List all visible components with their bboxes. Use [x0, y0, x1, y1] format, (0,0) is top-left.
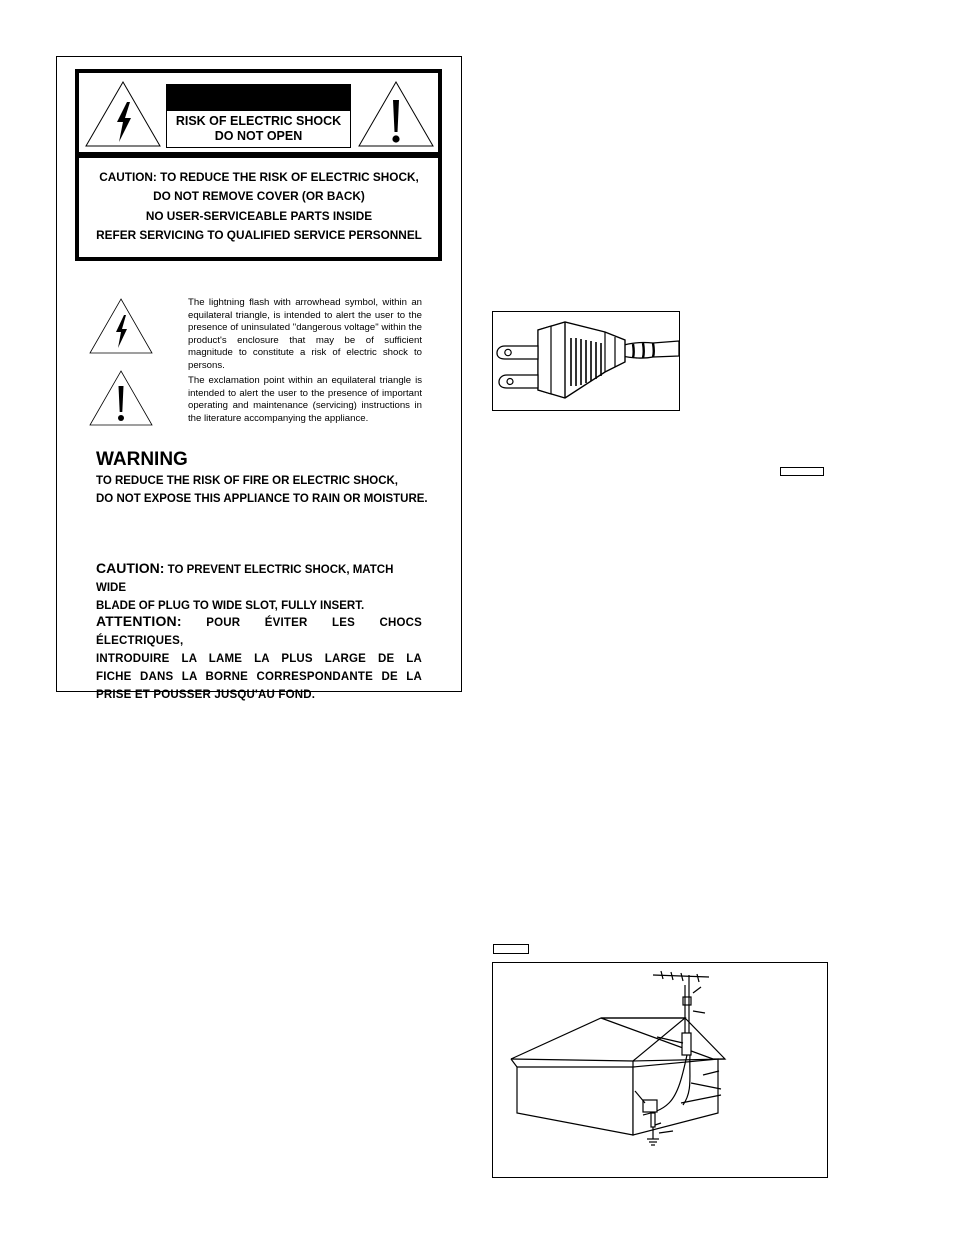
- warning-heading: WARNING: [96, 449, 188, 470]
- attention-label: ATTENTION:: [96, 613, 182, 629]
- figure-tag: [780, 467, 824, 476]
- polarized-plug-illustration: [493, 312, 679, 410]
- caution-line: NO USER-SERVICEABLE PARTS INSIDE: [145, 208, 373, 223]
- warning-line: DO NOT EXPOSE THIS APPLIANCE TO RAIN OR MOISTURE.: [96, 493, 428, 505]
- caution-black-bar: [166, 84, 351, 110]
- attention-line: FICHE DANS LA BORNE CORRESPONDANTE DE LA: [96, 671, 422, 683]
- lightning-triangle-icon: [89, 298, 153, 354]
- attention-text: POUR ÉVITER LES CHOCS ÉLECTRIQUES,: [96, 617, 422, 647]
- exclamation-triangle-icon: [357, 80, 435, 148]
- attention-line: INTRODUIRE LA LAME LA PLUS LARGE DE LA: [96, 653, 422, 665]
- attention-line: PRISE ET POUSSER JUSQU'AU FOND.: [96, 689, 316, 701]
- caution-line: REFER SERVICING TO QUALIFIED SERVICE PERSONNEL: [96, 227, 422, 242]
- plug-caution-text: TO PREVENT ELECTRIC SHOCK, MATCH WIDE: [96, 564, 394, 594]
- exclamation-triangle-icon: [89, 370, 153, 426]
- plug-caution-label: CAUTION:: [96, 560, 165, 576]
- lightning-explanation: The lightning flash with arrowhead symbol, within an equilateral triangle, is intended to alert the user to the presence of uninsulated "dangerous voltage" within the product's enclosure that may be of sufficient magnitude to constitute a risk of electric shock to persons.: [188, 297, 422, 371]
- lightning-triangle-icon: [84, 80, 162, 148]
- shock-label-line1: RISK OF ELECTRIC SHOCK: [175, 114, 342, 128]
- plug-caution: [96, 559, 426, 615]
- antenna-grounding-illustration: [493, 963, 827, 1177]
- caution-label-divider: [75, 152, 442, 158]
- caution-line: CAUTION: TO REDUCE THE RISK OF ELECTRIC SHOCK,: [99, 170, 419, 184]
- warning-text: [96, 472, 428, 508]
- warning-line: TO REDUCE THE RISK OF FIRE OR ELECTRIC SHOCK,: [96, 475, 398, 487]
- exclamation-explanation: The exclamation point within an equilateral triangle is intended to alert the user to the presence of important operating and maintenance (servicing) instructions in the literature accompanying the appliance.: [188, 375, 422, 424]
- caution-lines: [79, 168, 439, 245]
- shock-label: [166, 110, 351, 148]
- caution-line: DO NOT REMOVE COVER (OR BACK): [153, 189, 365, 204]
- figure-tag: [493, 944, 529, 954]
- shock-label-line2: DO NOT OPEN: [214, 129, 303, 143]
- attention-french: [96, 612, 422, 704]
- plug-caution-text: BLADE OF PLUG TO WIDE SLOT, FULLY INSERT.: [96, 600, 365, 612]
